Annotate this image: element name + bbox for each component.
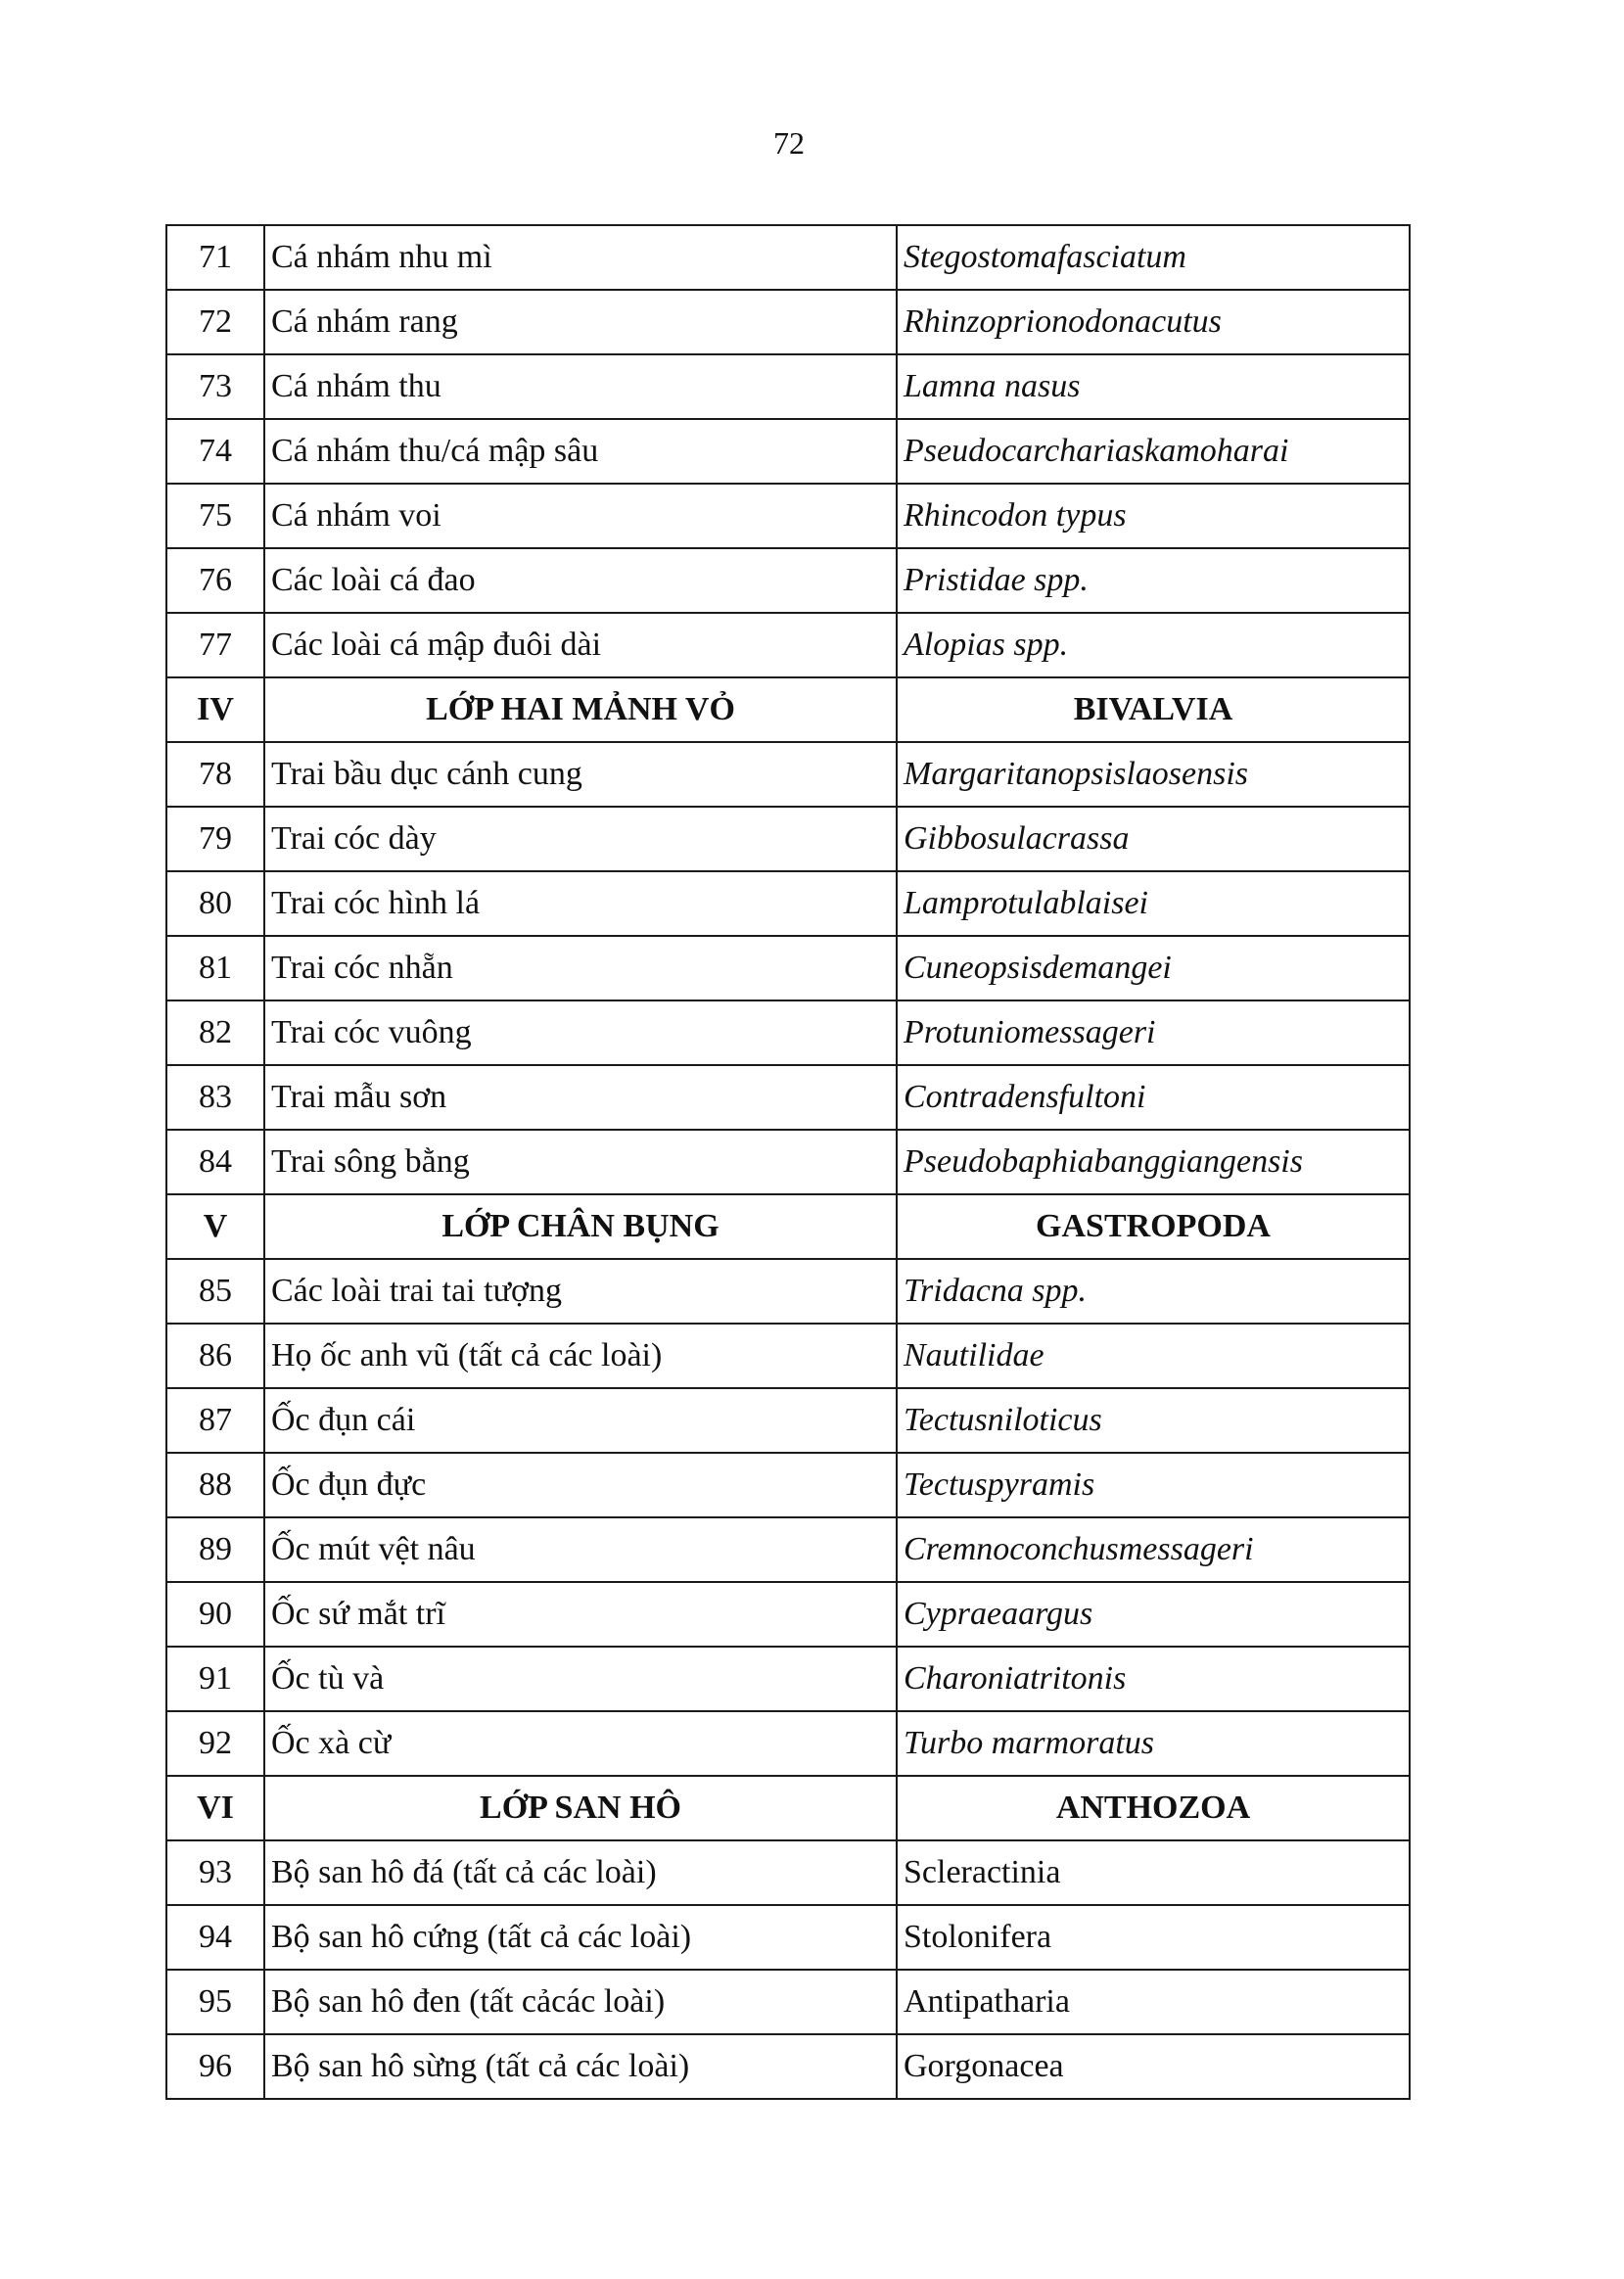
vietnamese-name: Trai mẫu sơn — [264, 1065, 897, 1130]
scientific-name: GASTROPODA — [897, 1194, 1410, 1259]
scientific-name: Charoniatritonis — [897, 1647, 1410, 1711]
table-row — [166, 225, 1410, 290]
vietnamese-name: Bộ san hô sừng (tất cả các loài) — [264, 2034, 897, 2099]
vietnamese-name: Các loài cá đao — [264, 548, 897, 613]
row-number: 81 — [166, 936, 264, 1000]
vietnamese-name: Trai cóc dày — [264, 807, 897, 871]
scientific-name: Rhincodon typus — [897, 484, 1410, 548]
vietnamese-name: Trai sông bằng — [264, 1130, 897, 1194]
table-row — [166, 1970, 1410, 2034]
table-row — [166, 1324, 1410, 1388]
vietnamese-name: Ốc tù và — [264, 1647, 897, 1711]
row-number: 89 — [166, 1517, 264, 1582]
scientific-name: Cremnoconchusmessageri — [897, 1517, 1410, 1582]
page-number: 72 — [773, 125, 805, 161]
scientific-name: Scleractinia — [897, 1840, 1410, 1905]
scientific-name: Margaritanopsislaosensis — [897, 742, 1410, 807]
row-number: 95 — [166, 1970, 264, 2034]
row-number: IV — [166, 677, 264, 742]
row-number: 90 — [166, 1582, 264, 1647]
table-row — [166, 2034, 1410, 2099]
scientific-name: Gibbosulacrassa — [897, 807, 1410, 871]
scientific-name: Tridacna spp. — [897, 1259, 1410, 1324]
vietnamese-name: LỚP HAI MẢNH VỎ — [264, 677, 897, 742]
row-number: 74 — [166, 419, 264, 484]
row-number: V — [166, 1194, 264, 1259]
table-row — [166, 807, 1410, 871]
row-number: 80 — [166, 871, 264, 936]
table-row — [166, 1259, 1410, 1324]
table-row — [166, 419, 1410, 484]
scientific-name: Pseudobaphiabanggiangensis — [897, 1130, 1410, 1194]
vietnamese-name: Ốc đụn đực — [264, 1453, 897, 1517]
scientific-name: Gorgonacea — [897, 2034, 1410, 2099]
scientific-name: Cuneopsisdemangei — [897, 936, 1410, 1000]
table-row — [166, 290, 1410, 354]
table-row — [166, 1000, 1410, 1065]
vietnamese-name: Ốc đụn cái — [264, 1388, 897, 1453]
table-row — [166, 1582, 1410, 1647]
table-row — [166, 1065, 1410, 1130]
scientific-name: ANTHOZOA — [897, 1776, 1410, 1840]
species-table — [165, 224, 1411, 2100]
vietnamese-name: Họ ốc anh vũ (tất cả các loài) — [264, 1324, 897, 1388]
table-row — [166, 1453, 1410, 1517]
row-number: 87 — [166, 1388, 264, 1453]
row-number: 88 — [166, 1453, 264, 1517]
scientific-name: BIVALVIA — [897, 677, 1410, 742]
scientific-name: Pseudocarchariaskamoharai — [897, 419, 1410, 484]
table-row — [166, 613, 1410, 677]
table-row — [166, 1647, 1410, 1711]
row-number: 71 — [166, 225, 264, 290]
table-row — [166, 1840, 1410, 1905]
scientific-name: Stegostomafasciatum — [897, 225, 1410, 290]
vietnamese-name: Cá nhám thu — [264, 354, 897, 419]
scientific-name: Rhinzoprionodonacutus — [897, 290, 1410, 354]
section-header-row — [166, 677, 1410, 742]
vietnamese-name: Ốc xà cừ — [264, 1711, 897, 1776]
table-row — [166, 742, 1410, 807]
vietnamese-name: Các loài trai tai tượng — [264, 1259, 897, 1324]
vietnamese-name: Cá nhám voi — [264, 484, 897, 548]
scientific-name: Cypraeaargus — [897, 1582, 1410, 1647]
table-row — [166, 1388, 1410, 1453]
vietnamese-name: Ốc mút vệt nâu — [264, 1517, 897, 1582]
row-number: 91 — [166, 1647, 264, 1711]
vietnamese-name: Cá nhám nhu mì — [264, 225, 897, 290]
vietnamese-name: Trai cóc hình lá — [264, 871, 897, 936]
vietnamese-name: Bộ san hô đen (tất cảcác loài) — [264, 1970, 897, 2034]
row-number: 83 — [166, 1065, 264, 1130]
vietnamese-name: LỚP SAN HÔ — [264, 1776, 897, 1840]
row-number: 93 — [166, 1840, 264, 1905]
section-header-row — [166, 1194, 1410, 1259]
vietnamese-name: Trai cóc vuông — [264, 1000, 897, 1065]
vietnamese-name: Bộ san hô đá (tất cả các loài) — [264, 1840, 897, 1905]
vietnamese-name: Bộ san hô cứng (tất cả các loài) — [264, 1905, 897, 1970]
row-number: 92 — [166, 1711, 264, 1776]
row-number: 94 — [166, 1905, 264, 1970]
table-row — [166, 1905, 1410, 1970]
row-number: 96 — [166, 2034, 264, 2099]
vietnamese-name: LỚP CHÂN BỤNG — [264, 1194, 897, 1259]
scientific-name: Alopias spp. — [897, 613, 1410, 677]
row-number: 85 — [166, 1259, 264, 1324]
vietnamese-name: Cá nhám thu/cá mập sâu — [264, 419, 897, 484]
scientific-name: Tectuspyramis — [897, 1453, 1410, 1517]
table-row — [166, 484, 1410, 548]
row-number: 79 — [166, 807, 264, 871]
row-number: 84 — [166, 1130, 264, 1194]
row-number: 86 — [166, 1324, 264, 1388]
vietnamese-name: Các loài cá mập đuôi dài — [264, 613, 897, 677]
table-row — [166, 871, 1410, 936]
scientific-name: Contradensfultoni — [897, 1065, 1410, 1130]
table-row — [166, 354, 1410, 419]
scientific-name: Lamna nasus — [897, 354, 1410, 419]
scientific-name: Antipatharia — [897, 1970, 1410, 2034]
scientific-name: Nautilidae — [897, 1324, 1410, 1388]
scientific-name: Tectusniloticus — [897, 1388, 1410, 1453]
vietnamese-name: Trai cóc nhẵn — [264, 936, 897, 1000]
table-row — [166, 1517, 1410, 1582]
row-number: 76 — [166, 548, 264, 613]
row-number: 78 — [166, 742, 264, 807]
row-number: 77 — [166, 613, 264, 677]
scientific-name: Pristidae spp. — [897, 548, 1410, 613]
row-number: 75 — [166, 484, 264, 548]
table-row — [166, 548, 1410, 613]
table-row — [166, 1130, 1410, 1194]
scientific-name: Protuniomessageri — [897, 1000, 1410, 1065]
vietnamese-name: Ốc sứ mắt trĩ — [264, 1582, 897, 1647]
row-number: 73 — [166, 354, 264, 419]
row-number: VI — [166, 1776, 264, 1840]
vietnamese-name: Trai bầu dục cánh cung — [264, 742, 897, 807]
scientific-name: Lamprotulablaisei — [897, 871, 1410, 936]
table-row — [166, 1711, 1410, 1776]
scientific-name: Turbo marmoratus — [897, 1711, 1410, 1776]
row-number: 72 — [166, 290, 264, 354]
row-number: 82 — [166, 1000, 264, 1065]
scientific-name: Stolonifera — [897, 1905, 1410, 1970]
table-row — [166, 936, 1410, 1000]
section-header-row — [166, 1776, 1410, 1840]
vietnamese-name: Cá nhám rang — [264, 290, 897, 354]
